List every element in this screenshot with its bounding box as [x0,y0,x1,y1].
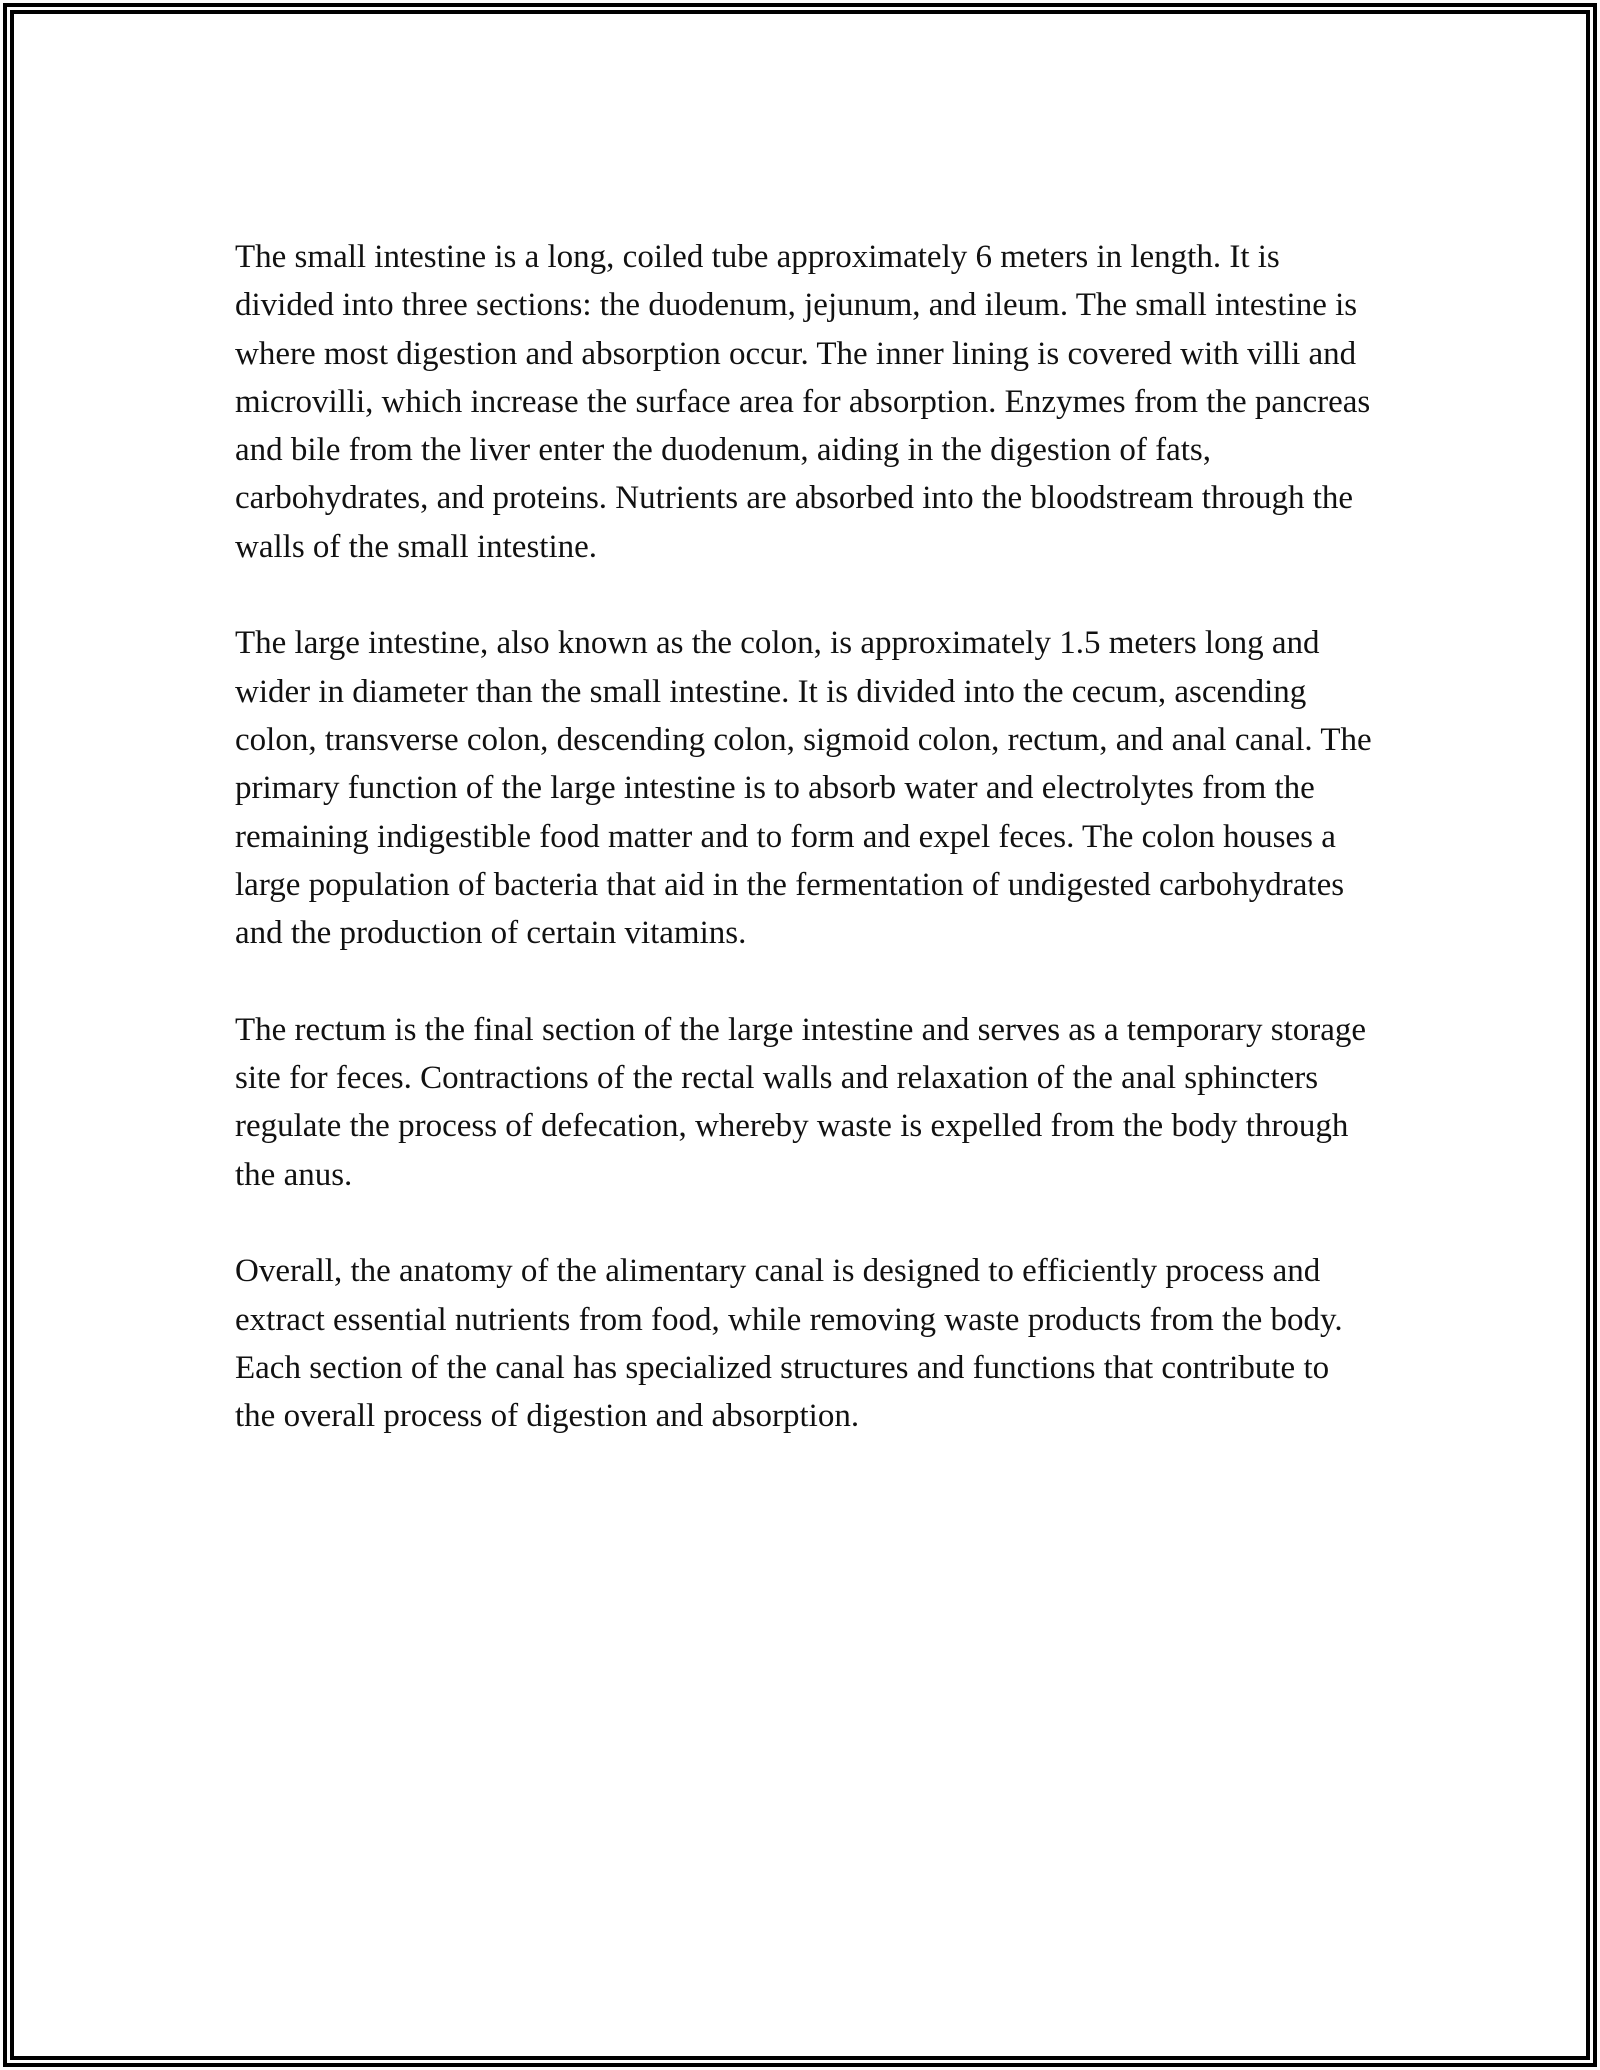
paragraph-large-intestine: The large intestine, also known as the colon, is approximately 1.5 meters long and wider in diameter than the small intestine. It is divided into the cecum, ascending colon, transverse colon, descending colon, sigmoid colon, rectum, and anal canal. The primary function of the large intestine is to absorb water and electrolytes from the remaining indigestible food matter and to form and expel feces. The colon houses a large population of bacteria that aid in the fermentation of undigested carbohydrates and the production of certain vitamins. [235,625,1372,952]
paragraph-small-intestine: The small intestine is a long, coiled tube approximately 6 meters in length. It is divided into three sections: the duodenum, jejunum, and ileum. The small intestine is where most digestion and absorption occur. The inner lining is covered with villi and microvilli, which increase the surface area for absorption. Enzymes from the pancreas and bile from the liver enter the duodenum, aiding in the digestion of fats, carbohydrates, and proteins. Nutrients are absorbed into the bloodstream through the walls of the small intestine. [235,239,1371,565]
paragraph-overall: Overall, the anatomy of the alimentary canal is designed to efficiently process and extract essential nutrients from food, while removing waste products from the body. Each section of the canal has specialized structures and functions that contribute to the overall process of digestion and absorption. [235,1253,1343,1435]
paragraph-rectum: The rectum is the final section of the large intestine and serves as a temporary storage site for feces. Contractions of the rectal walls and relaxation of the anal sphincters regulate the process of defecation, whereby waste is expelled from the body through the anus. [235,1011,1367,1193]
document-body [235,233,1375,1489]
